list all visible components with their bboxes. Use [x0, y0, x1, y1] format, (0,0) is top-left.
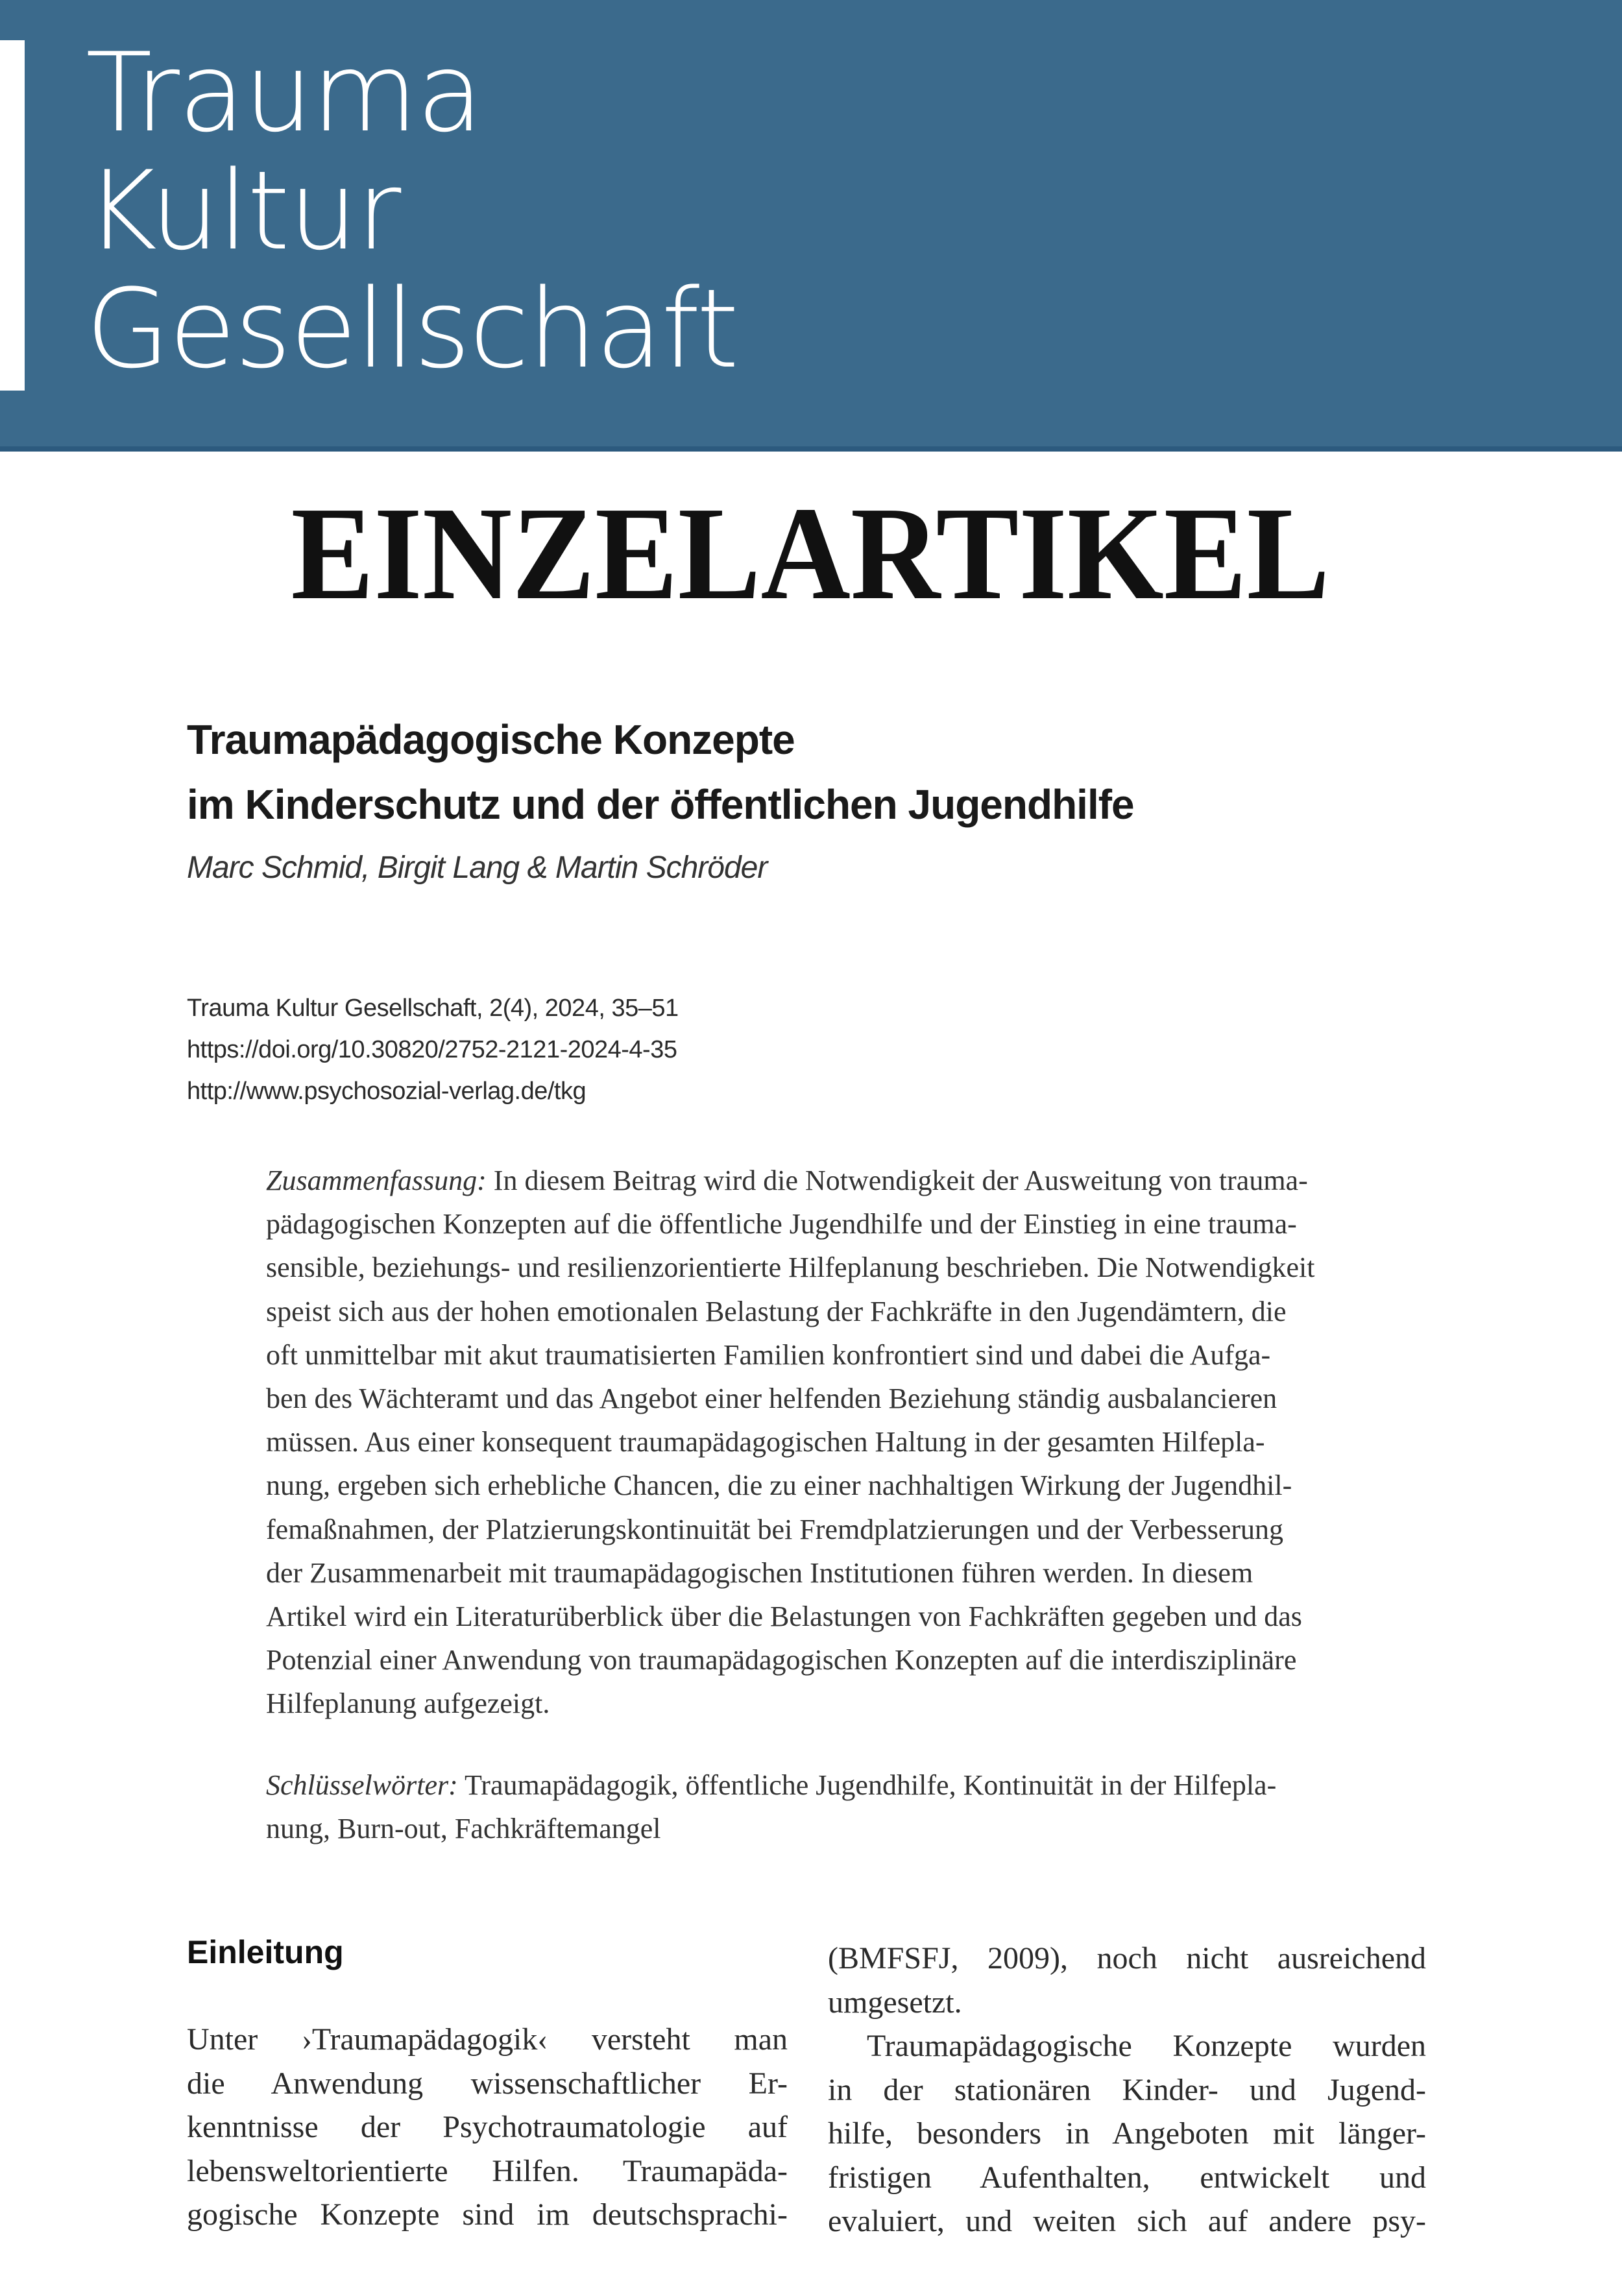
- abstract-line: sensible, beziehungs- und resilienzorientierte Hilfeplanung beschrieben. Die Notwendigkeit: [266, 1251, 1315, 1284]
- abstract-line: Potenzial einer Anwendung von traumapädagogischen Konzepten auf die interdisziplinäre: [266, 1644, 1297, 1676]
- abstract-line: pädagogischen Konzepten auf die öffentliche Jugendhilfe und der Einstieg in eine trauma-: [266, 1208, 1297, 1240]
- body-line: lebensweltorientierte Hilfen. Traumapäda-: [187, 2153, 788, 2188]
- keywords-line: nung, Burn-out, Fachkräftemangel: [266, 1813, 661, 1844]
- body-line: fristigen Aufenthalten, entwickelt und: [828, 2160, 1426, 2195]
- article-authors: Marc Schmid, Birgit Lang & Martin Schröder: [187, 851, 768, 885]
- body-column-right: [828, 1937, 1426, 2243]
- keywords-line: Schlüsselwörter: Traumapädagogik, öffentliche Jugendhilfe, Kontinuität in der Hilfepla-: [266, 1769, 1277, 1801]
- logo-bar: [0, 40, 25, 391]
- body-line: Traumapädagogische Konzepte wurden: [867, 2029, 1426, 2063]
- abstract: [266, 1159, 1426, 1725]
- abstract-line: femaßnahmen, der Platzierungskontinuität bei Fremdplatzierungen und der Verbesserung: [266, 1513, 1284, 1545]
- article-title-line: im Kinderschutz und der öffentlichen Jugendhilfe: [187, 781, 1134, 828]
- journal-title-line: Kultur: [86, 147, 400, 274]
- keywords: [266, 1763, 1426, 1850]
- abstract-label: Zusammenfassung:: [266, 1165, 487, 1196]
- journal-url-link[interactable]: http://www.psychosozial-verlag.de/tkg: [187, 1078, 587, 1105]
- journal-title: [86, 29, 738, 393]
- section-heading: Einleitung: [187, 1934, 344, 1970]
- abstract-line: Hilfeplanung aufgezeigt.: [266, 1687, 550, 1720]
- body-line: die Anwendung wissenschaftlicher Er-: [187, 2066, 788, 2101]
- abstract-line: müssen. Aus einer konsequent traumapädagogischen Haltung in der gesamten Hilfepla-: [266, 1426, 1265, 1458]
- journal-title-line: Trauma: [86, 29, 483, 156]
- article-title: [187, 707, 1134, 837]
- body-line: hilfe, besonders in Angeboten mit länger-: [828, 2116, 1426, 2151]
- body-line: gogische Konzepte sind im deutschsprachi-: [187, 2197, 788, 2232]
- article-title-line: Traumapädagogische Konzepte: [187, 716, 795, 763]
- body-column-left: [187, 2018, 788, 2237]
- journal-title-line: Gesellschaft: [86, 265, 738, 393]
- body-line: in der stationären Kinder- und Jugend-: [828, 2072, 1426, 2107]
- abstract-line: oft unmittelbar mit akut traumatisierten Familien konfrontiert sind und dabei die Aufga-: [266, 1338, 1271, 1371]
- document-type-label: EINZELARTIKEL: [291, 479, 1330, 627]
- body-line: Unter ›Traumapädagogik‹ versteht man: [187, 2022, 788, 2057]
- body-line: umgesetzt.: [828, 1985, 962, 2020]
- doi-link[interactable]: https://doi.org/10.30820/2752-2121-2024-4-35: [187, 1036, 677, 1063]
- citation: Trauma Kultur Gesellschaft, 2(4), 2024, 35–51: [187, 995, 679, 1022]
- abstract-line: Zusammenfassung: In diesem Beitrag wird die Notwendigkeit der Ausweitung von trauma-: [266, 1165, 1308, 1196]
- abstract-line: nung, ergeben sich erhebliche Chancen, die zu einer nachhaltigen Wirkung der Jugendhil-: [266, 1469, 1292, 1502]
- banner-divider: [0, 446, 1622, 452]
- article-meta: [187, 987, 679, 1112]
- abstract-line: ben des Wächteramt und das Angebot einer helfenden Beziehung ständig ausbalancieren: [266, 1382, 1277, 1414]
- abstract-line: Artikel wird ein Literaturüberblick über die Belastungen von Fachkräften gegeben und das: [266, 1600, 1302, 1632]
- abstract-line: der Zusammenarbeit mit traumapädagogischen Institutionen führen werden. In diesem: [266, 1556, 1253, 1589]
- keywords-label: Schlüsselwörter:: [266, 1769, 458, 1801]
- body-line: evaluiert, und weiten sich auf andere psy-: [828, 2204, 1426, 2238]
- body-line: (BMFSFJ, 2009), noch nicht ausreichend: [828, 1941, 1426, 1976]
- body-line: kenntnisse der Psychotraumatologie auf: [187, 2110, 788, 2144]
- abstract-line: speist sich aus der hohen emotionalen Belastung der Fachkräfte in den Jugendämtern, die: [266, 1295, 1287, 1327]
